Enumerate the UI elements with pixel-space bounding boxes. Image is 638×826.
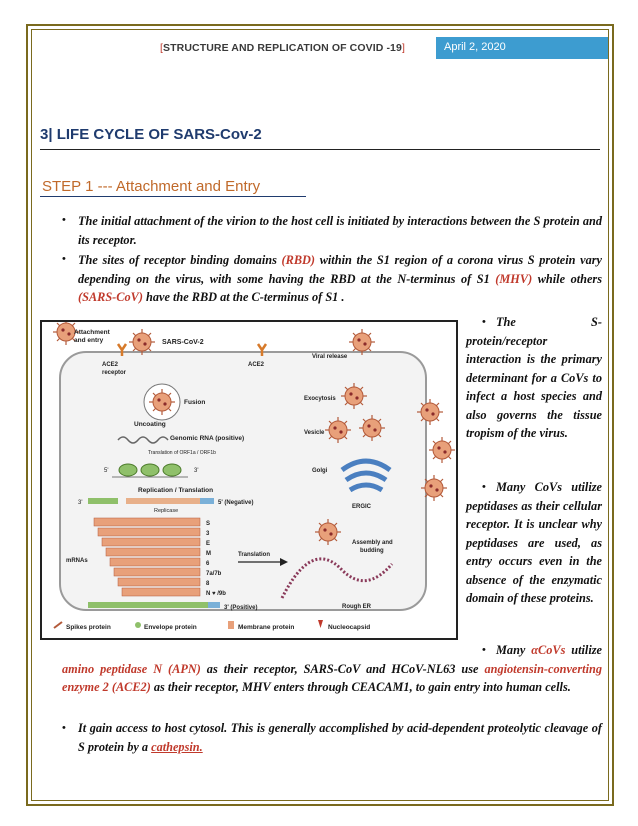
paragraph-attachment: The initial attachment of the virion to the host cell is initiated by interactions between the S protein and its receptor. bbox=[78, 214, 602, 247]
header-date: April 2, 2020 bbox=[436, 37, 608, 59]
paragraph-cytosol: It gain access to host cytosol. This is generally accomplished by acid-dependent proteolytic cleavage of S protein by a cathepsin. bbox=[78, 721, 602, 754]
bullet-icon: • bbox=[482, 644, 486, 656]
svg-text:Translation of ORF1a / ORF1b: Translation of ORF1a / ORF1b bbox=[148, 450, 216, 456]
svg-text:Replication / Translation: Replication / Translation bbox=[138, 487, 214, 494]
svg-text:Vesicle: Vesicle bbox=[304, 430, 325, 436]
svg-text:Golgi: Golgi bbox=[312, 468, 328, 474]
svg-text:5': 5' bbox=[104, 468, 109, 474]
svg-text:Assembly and: Assembly and bbox=[352, 540, 393, 546]
svg-text:Spikes protein: Spikes protein bbox=[66, 624, 111, 631]
link-cathepsin: cathepsin. bbox=[151, 739, 203, 754]
header-title: [STRUCTURE AND REPLICATION OF COVID -19] bbox=[160, 42, 405, 54]
svg-text:ACE2: ACE2 bbox=[248, 362, 265, 368]
highlight-sars-cov: (SARS-CoV) bbox=[78, 290, 143, 304]
svg-text:Exocytosis: Exocytosis bbox=[304, 396, 336, 402]
svg-text:Envelope protein: Envelope protein bbox=[144, 624, 197, 631]
svg-text:mRNAs: mRNAs bbox=[66, 558, 88, 564]
svg-text:3': 3' bbox=[194, 468, 199, 474]
highlight-apn: amino peptidase N (APN) bbox=[62, 661, 201, 676]
svg-text:Membrane protein: Membrane protein bbox=[238, 624, 295, 631]
svg-text:Replicase: Replicase bbox=[154, 508, 179, 514]
svg-text:Nucleocapsid: Nucleocapsid bbox=[328, 624, 371, 631]
bullet-icon: • bbox=[62, 722, 66, 734]
coronavirus-lifecycle-figure bbox=[40, 320, 458, 640]
svg-text:receptor: receptor bbox=[102, 370, 127, 376]
svg-text:Attachment: Attachment bbox=[74, 329, 110, 336]
svg-text:Rough ER: Rough ER bbox=[342, 604, 371, 610]
paragraph-rbd: The sites of receptor binding domains (RBD) within the S1 region of a corona virus S protein vary depending on the virus, with some having the RBD at the N-terminus of S1 (MHV) while others (SARS-CoV) have the RBD at the C-terminus of S1 . bbox=[78, 253, 603, 304]
bullet-icon: • bbox=[62, 253, 66, 265]
bullet-icon: • bbox=[62, 214, 66, 226]
section-title: 3| LIFE CYCLE OF SARS-Cov-2 bbox=[40, 126, 262, 143]
highlight-ace2: angiotensin-converting enzyme 2 (ACE2) bbox=[62, 661, 602, 694]
svg-text:M: M bbox=[206, 551, 211, 557]
svg-text:E: E bbox=[206, 541, 211, 547]
svg-text:Fusion: Fusion bbox=[184, 399, 206, 406]
svg-text:budding: budding bbox=[360, 548, 384, 554]
svg-text:Translation: Translation bbox=[238, 552, 271, 558]
section-divider bbox=[40, 149, 600, 150]
paragraph-receptors: Many αCoVs utilize amino peptidase N (APN) as their receptor, SARS-CoV and HCoV-NL63 use angiotensin-converting enzyme 2 (ACE2) as their receptor, MHV enters through CEACAM1, to gain entry into human cells. bbox=[62, 643, 602, 694]
step-title: STEP 1 --- Attachment and Entry bbox=[42, 178, 261, 195]
bullet-icon: • bbox=[482, 316, 486, 328]
step-underline bbox=[40, 196, 306, 197]
highlight-rbd: (RBD) bbox=[281, 253, 316, 267]
svg-text:8: 8 bbox=[206, 581, 210, 587]
svg-text:Genomic RNA (positive): Genomic RNA (positive) bbox=[170, 435, 245, 442]
svg-text:7a/7b: 7a/7b bbox=[206, 571, 222, 577]
svg-text:SARS-CoV-2: SARS-CoV-2 bbox=[162, 339, 204, 346]
svg-text:Uncoating: Uncoating bbox=[134, 421, 166, 428]
svg-text:3: 3 bbox=[206, 531, 210, 537]
highlight-acovs: αCoVs bbox=[531, 643, 566, 657]
svg-text:ACE2: ACE2 bbox=[102, 362, 119, 368]
svg-text:3' (Positive): 3' (Positive) bbox=[224, 605, 258, 611]
paragraph-peptidases: Many CoVs utilize peptidases as their cellular receptor. It is unclear why peptidases are used, as entry occurs even in the absence of the enzymatic domain of these proteins. bbox=[466, 480, 602, 605]
highlight-mhv: (MHV) bbox=[495, 271, 533, 286]
svg-text:Viral release: Viral release bbox=[312, 354, 348, 360]
svg-text:6: 6 bbox=[206, 561, 210, 567]
svg-text:and entry: and entry bbox=[74, 337, 104, 344]
paragraph-tropism: The S-protein/receptor interaction is the primary determinant for a CoVs to infect a host species and also governs the tissue tropism of the virus. bbox=[466, 315, 602, 440]
bullet-icon: • bbox=[482, 481, 486, 493]
svg-text:N ♥ /9b: N ♥ /9b bbox=[206, 591, 226, 597]
svg-text:5' (Negative): 5' (Negative) bbox=[218, 500, 254, 506]
virus-particle-icon bbox=[429, 437, 455, 463]
svg-text:3': 3' bbox=[78, 500, 83, 506]
svg-text:S: S bbox=[206, 521, 211, 527]
svg-text:ERGIC: ERGIC bbox=[352, 504, 372, 510]
